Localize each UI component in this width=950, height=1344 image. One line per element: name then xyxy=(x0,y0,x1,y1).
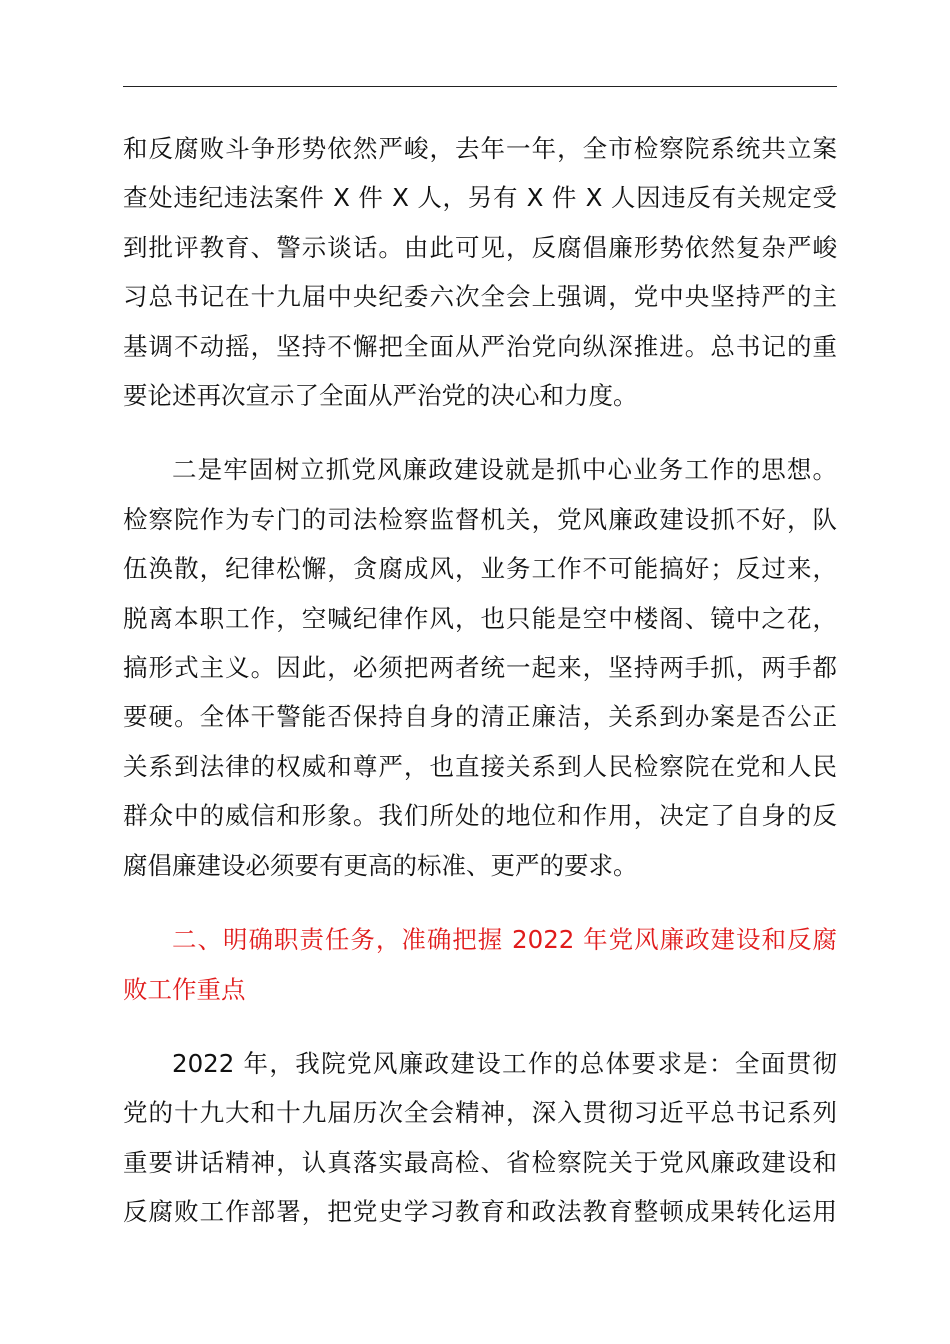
document-body xyxy=(123,124,837,1237)
heading-line: 二、明确职责任务，准确把握 2022 年党风廉政建设和反腐 xyxy=(172,925,837,955)
header-rule xyxy=(123,86,837,87)
heading-line: 败工作重点 xyxy=(123,974,246,1004)
text-line: 腐倡廉建设必须要有更高的标准、更严的要求。 xyxy=(123,850,638,880)
paragraph-requirements xyxy=(123,1039,837,1237)
text-line: 和反腐败斗争形势依然严峻，去年一年，全市检察院系统共立案 xyxy=(123,134,837,163)
text-line: 基调不动摇，坚持不懈把全面从严治党向纵深推进。总书记的重 xyxy=(123,331,837,361)
text-line: 2022 年，我院党风廉政建设工作的总体要求是：全面贯彻 xyxy=(172,1048,837,1078)
text-line: 重要讲话精神，认真落实最高检、省检察院关于党风廉政建设和 xyxy=(123,1147,837,1177)
text-line: 党的十九大和十九届历次全会精神，深入贯彻习近平总书记系列 xyxy=(123,1098,837,1128)
paragraph-point-two xyxy=(123,445,837,890)
paragraph-gap xyxy=(123,420,837,445)
paragraph-gap xyxy=(123,890,837,915)
paragraph-gap xyxy=(123,1014,837,1039)
text-line: 二是牢固树立抓党风廉政建设就是抓中心业务工作的思想。 xyxy=(172,455,837,485)
text-line: 脱离本职工作，空喊纪律作风，也只能是空中楼阁、镜中之花， xyxy=(123,603,837,633)
text-line: 搞形式主义。因此，必须把两者统一起来，坚持两手抓，两手都 xyxy=(123,653,837,683)
text-line: 群众中的威信和形象。我们所处的地位和作用，决定了自身的反 xyxy=(123,801,837,831)
text-line: 习总书记在十九届中央纪委六次全会上强调，党中央坚持严的主 xyxy=(123,282,837,312)
paragraph-situation xyxy=(123,124,837,420)
text-line: 伍涣散，纪律松懈，贪腐成风，业务工作不可能搞好；反过来， xyxy=(123,554,837,584)
text-line: 查处违纪违法案件 X 件 X 人，另有 X 件 X 人因违反有关规定受 xyxy=(123,183,837,213)
text-line: 要硬。全体干警能否保持自身的清正廉洁，关系到办案是否公正 xyxy=(123,702,837,732)
section-heading xyxy=(123,915,837,1014)
text-line: 检察院作为专门的司法检察监督机关，党风廉政建设抓不好，队 xyxy=(123,504,837,534)
text-line: 反腐败工作部署，把党史学习教育和政法教育整顿成果转化运用 xyxy=(123,1197,837,1227)
text-line: 到批评教育、警示谈话。由此可见，反腐倡廉形势依然复杂严峻 xyxy=(123,232,837,262)
text-line: 关系到法律的权威和尊严，也直接关系到人民检察院在党和人民 xyxy=(123,751,837,781)
text-line: 要论述再次宣示了全面从严治党的决心和力度。 xyxy=(123,381,638,411)
